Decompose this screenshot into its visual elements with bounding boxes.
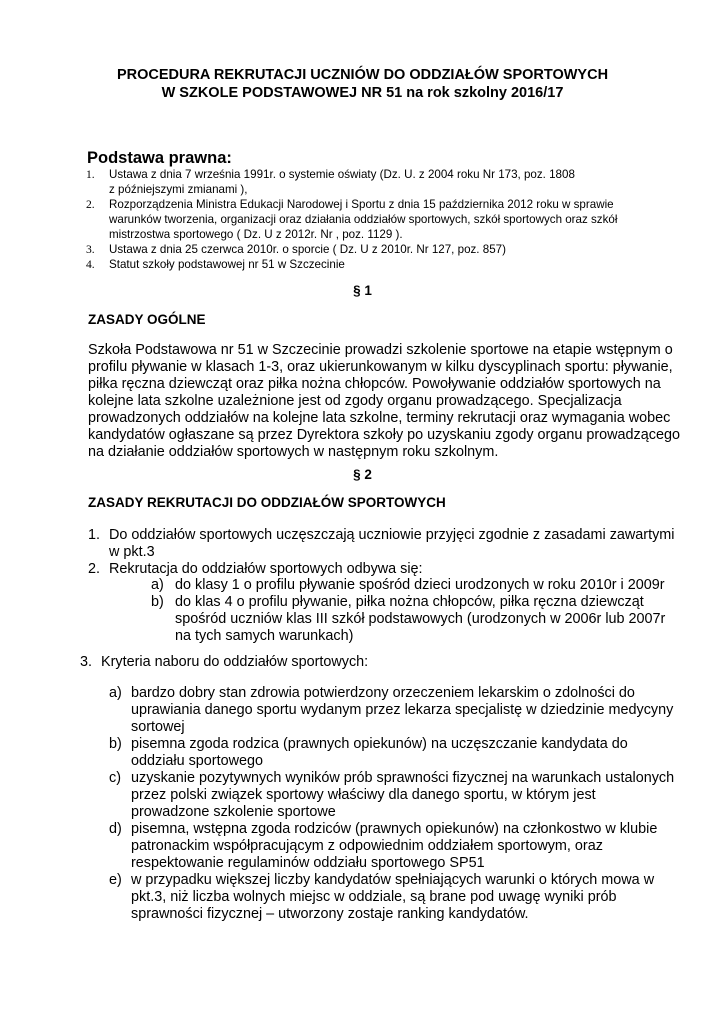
sub-line: sortowej — [131, 719, 185, 735]
legal-basis-line: Ustawa z dnia 7 września 1991r. o systemie oświaty (Dz. U. z 2004 roku Nr 173, poz. 1808 — [109, 168, 575, 181]
list-line: Do oddziałów sportowych uczęszczają uczniowie przyjęci zgodnie z zasadami zawartymi — [109, 527, 675, 543]
legal-basis-heading: Podstawa prawna: — [87, 149, 232, 167]
sub-line: bardzo dobry stan zdrowia potwierdzony orzeczeniem lekarskim o zdolności do — [131, 685, 635, 701]
legal-basis-number: 3. — [86, 243, 95, 256]
sub-letter: b) — [151, 594, 164, 610]
paragraph-line: profilu pływanie w klasach 1-3, oraz ukierunkowanym w kilku dyscyplinach sportu: pływanie, — [88, 359, 673, 375]
legal-basis-line: Ustawa z dnia 25 czerwca 2010r. o sporcie ( Dz. U z 2010r. Nr 127, poz. 857) — [109, 243, 506, 256]
sub-line: uzyskanie pozytywnych wyników prób sprawności fizycznej na warunkach ustalonych — [131, 770, 675, 786]
sub-letter: d) — [109, 821, 122, 837]
legal-basis-line: Rozporządzenia Ministra Edukacji Narodowej i Sportu z dnia 15 października 2012 roku w sprawie — [109, 198, 614, 211]
sub-line: respektowanie regulaminów oddziału sportowego SP51 — [131, 855, 485, 871]
sub-line: do klasy 1 o profilu pływanie spośród dzieci urodzonych w roku 2010r i 2009r — [175, 577, 665, 593]
list-line: w pkt.3 — [109, 544, 155, 560]
sub-letter: b) — [109, 736, 122, 752]
section-1-mark: § 1 — [353, 283, 372, 298]
legal-basis-number: 4. — [86, 258, 95, 271]
sub-line: pkt.3, niż liczba wolnych miejsc w oddziale, są brane pod uwagę wyniki prób — [131, 889, 617, 905]
list-number: 3. — [80, 654, 93, 670]
legal-basis-line: z późniejszymi zmianami ), — [109, 183, 248, 196]
legal-basis-number: 2. — [86, 198, 95, 211]
sub-line: na tych samych warunkach) — [175, 628, 354, 644]
sub-line: pisemna zgoda rodzica (prawnych opiekunów) na uczęszczanie kandydata do — [131, 736, 628, 752]
title-line-1: PROCEDURA REKRUTACJI UCZNIÓW DO ODDZIAŁÓW SPORTOWYCH — [116, 67, 609, 83]
sub-line: spośród uczniów klas III szkół podstawowych (urodzonych w 2006r lub 2007r — [175, 611, 666, 627]
list-line: Rekrutacja do oddziałów sportowych odbywa się: — [109, 561, 423, 577]
sub-line: w przypadku większej liczby kandydatów spełniających warunki o których mowa w — [131, 872, 655, 888]
sub-line: uprawiania danego sportu wydanym przez lekarza specjalistę w dziedzinie medycyny — [131, 702, 674, 718]
sub-letter: a) — [151, 577, 164, 593]
paragraph-line: piłka ręczna dziewcząt oraz piłka nożna chłopców. Powoływanie oddziałów sportowych na — [88, 376, 661, 392]
sub-line: przez polski związek sportowy właściwy dla danego sportu, w którym jest — [131, 787, 596, 803]
legal-basis-number: 1. — [86, 168, 95, 181]
sub-letter: c) — [109, 770, 121, 786]
section-2-mark: § 2 — [353, 467, 372, 482]
sub-line: oddziału sportowego — [131, 753, 264, 769]
sub-line: pisemna, wstępna zgoda rodziców (prawnych opiekunów) na członkostwo w klubie — [131, 821, 658, 837]
sub-line: prowadzone szkolenie sportowe — [131, 804, 336, 820]
paragraph-line: na działanie oddziałów sportowych w następnym roku szkolnym. — [88, 444, 499, 460]
title-line-2: W SZKOLE PODSTAWOWEJ NR 51 na rok szkolny 2016/17 — [161, 85, 564, 101]
section-1-heading: ZASADY OGÓLNE — [88, 312, 206, 327]
legal-basis-line: Statut szkoły podstawowej nr 51 w Szczecinie — [109, 258, 345, 271]
sub-line: do klas 4 o profilu pływanie, piłka nożna chłopców, piłka ręczna dziewcząt — [175, 594, 644, 610]
section-2-heading: ZASADY REKRUTACJI DO ODDZIAŁÓW SPORTOWYCH — [88, 495, 446, 510]
legal-basis-line: mistrzostwa sportowego ( Dz. U z 2012r. Nr , poz. 1129 ). — [109, 228, 403, 241]
sub-letter: a) — [109, 685, 122, 701]
paragraph-line: kolejne lata szkolne uzależnione jest od zgody organu prowadzącego. Specjalizacja — [88, 393, 622, 409]
sub-line: sprawności fizycznej – utworzony zostaje ranking kandydatów. — [131, 906, 529, 922]
legal-basis-line: warunków tworzenia, organizacji oraz działania oddziałów sportowych, szkół sportowych oraz szkół — [109, 213, 618, 226]
sub-line: patronackim współpracującym z odpowiednim oddziałem sportowym, oraz — [131, 838, 603, 854]
paragraph-line: kandydatów ogłaszane są przez Dyrektora szkoły po uzyskaniu zgody organu prowadzącego — [88, 427, 680, 443]
paragraph-line: Szkoła Podstawowa nr 51 w Szczecinie prowadzi szkolenie sportowe na etapie wstępnym o — [88, 342, 673, 358]
list-number: 2. — [88, 561, 101, 577]
paragraph-line: prowadzonych oddziałów na kolejne lata szkolne, terminy rekrutacji oraz wymagania wobec — [88, 410, 671, 426]
sub-letter: e) — [109, 872, 122, 888]
list-line: Kryteria naboru do oddziałów sportowych: — [101, 654, 369, 670]
list-number: 1. — [88, 527, 101, 543]
